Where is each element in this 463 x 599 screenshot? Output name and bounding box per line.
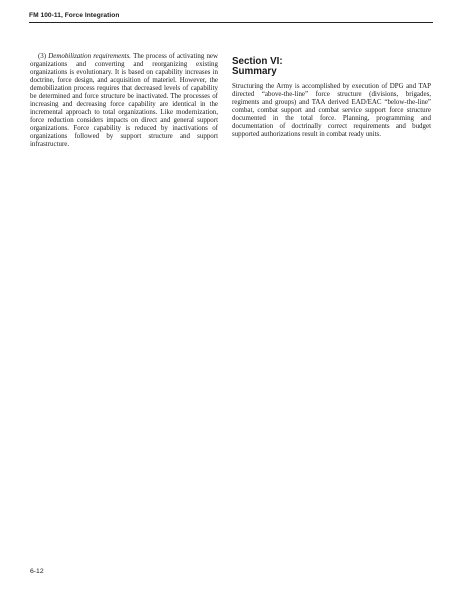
left-column (30, 52, 218, 148)
running-head: FM 100-11, Force Integration (29, 12, 120, 19)
header-rule (29, 22, 433, 23)
section-label: Section VI: (232, 56, 283, 67)
summary-paragraph: Structuring the Army is accomplished by execution of DPG and TAP directed “above-the-line” force structure (divisions, brigades, regiments and groups) and TAA derived EAD/EAC “below-the-line” combat, combat support and combat service support force structure documented in the total force. Planning, programming and documentation of doctrinally correct requirements and budget supported authorizations result in combat ready units. (232, 82, 431, 139)
paragraph-lead-in: Demobilization requirements. (48, 52, 132, 60)
section-title: Summary (232, 66, 277, 78)
section-heading (232, 57, 431, 77)
paragraph-number: (3) (38, 52, 47, 60)
page-number: 6-12 (30, 568, 44, 575)
paragraph-body: The process of activating new organizations and converting and reorganizing existing organizations is evolutionary. It is based on capability increases in doctrine, force design, and acquisition of materiel. However, the demobilization process requires that decreased levels of capability be determined and force structure be inactivated. The processes of increasing and decreasing force capability are identical in the incremental approach to total organizations. Like modernization, force reduction considers impacts on direct and general support organizations. Force capability is reduced by inactivations of organizations followed by support structure and support infrastructure. (30, 52, 219, 148)
right-column (232, 57, 431, 138)
demobilization-paragraph (30, 52, 218, 148)
